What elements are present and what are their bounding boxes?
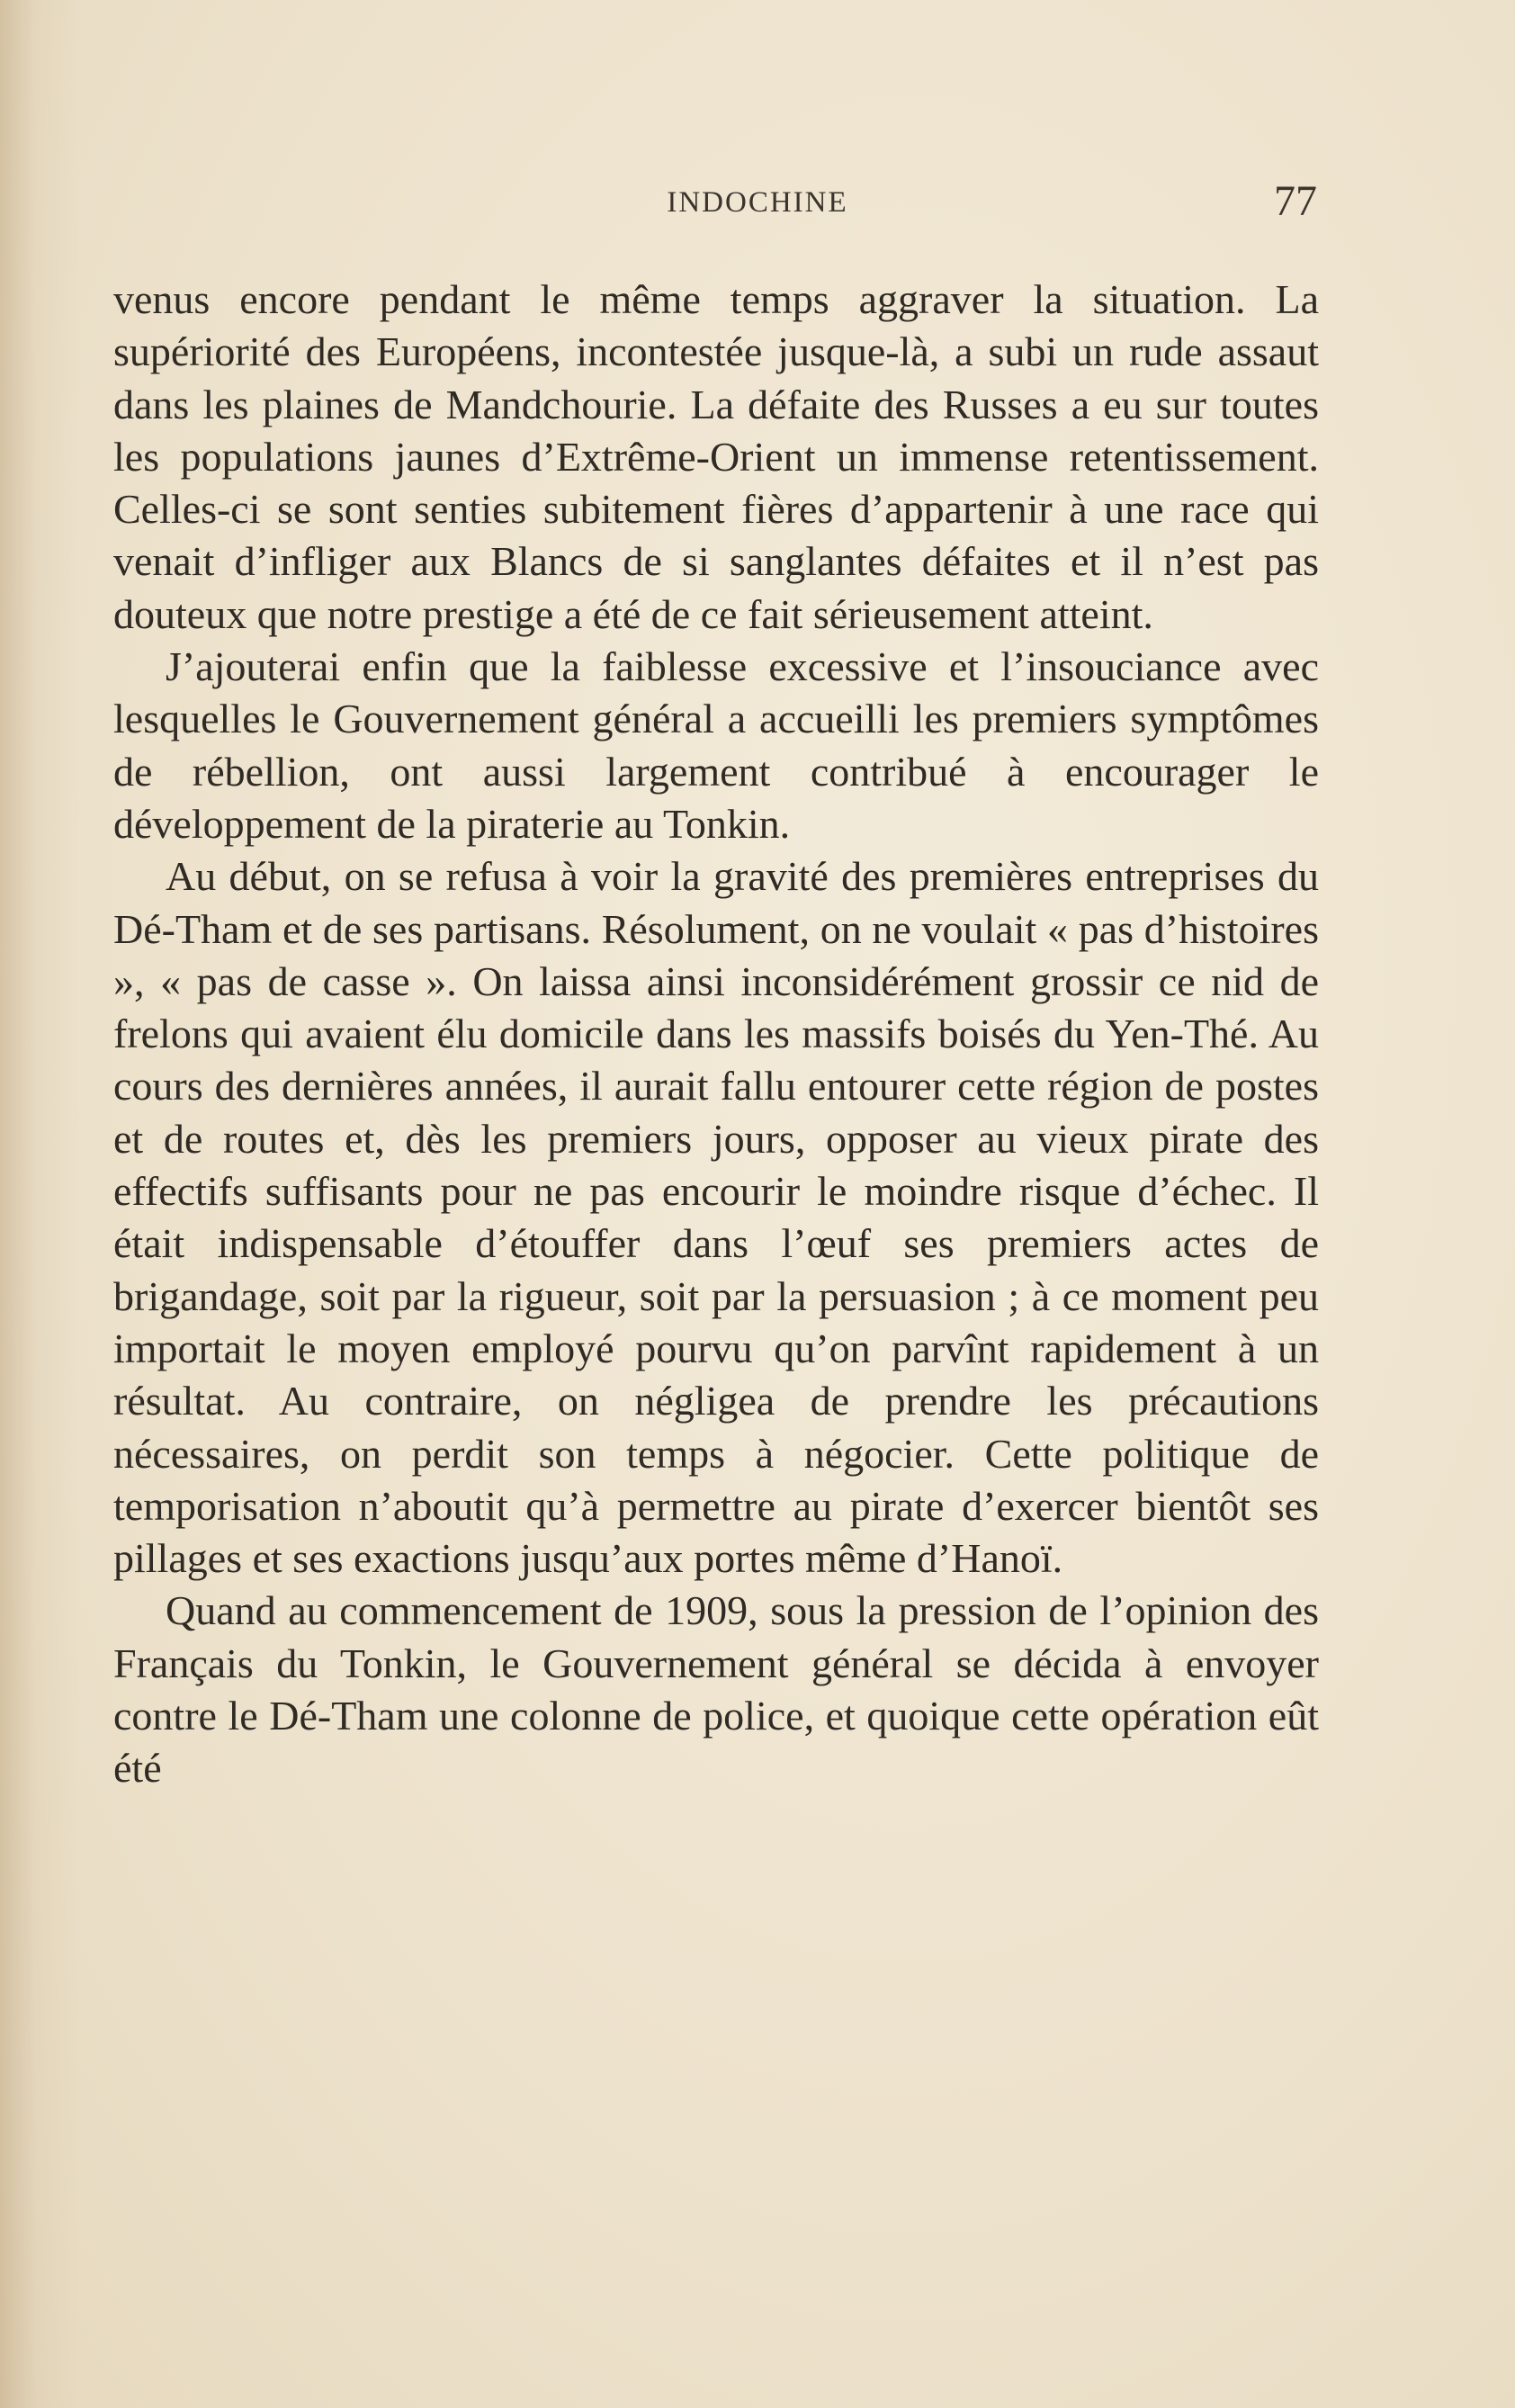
running-title: INDOCHINE <box>667 186 848 219</box>
body-text <box>113 274 1319 1795</box>
paragraph: venus encore pendant le même temps aggraver la situation. La supériorité des Européens, incontestée jusque-là, a subi un rude assaut dans les plaines de Mandchourie. La défaite des Russes a eu sur toutes les populations jaunes d’Extrême-Orient un immense retentissement. Celles-ci se sont senties subitement fières d’appartenir à une race qui venait d’infliger aux Blancs de si sanglantes défaites et il n’est pas douteux que notre prestige a été de ce fait sérieusement atteint. <box>113 276 1319 637</box>
paragraph: Quand au commencement de 1909, sous la pression de l’opinion des Français du Tonkin, le Gouvernement général se décida à envoyer contre le Dé-Tham une colonne de police, et quoique cette opération eût été <box>113 1587 1319 1792</box>
page-number: 77 <box>1274 177 1317 225</box>
paragraph: J’ajouterai enfin que la faiblesse excessive et l’insouciance avec lesquelles le Gouvernement général a accueilli les premiers symptômes de rébellion, ont aussi largement contribué à encourager le développement de la piraterie au Tonkin. <box>113 643 1319 847</box>
paragraph: Au début, on se refusa à voir la gravité des premières entreprises du Dé-Tham et de ses partisans. Résolument, on ne voulait « pas d’histoires », « pas de casse ». On laissa ainsi inconsidérément grossir ce nid de frelons qui avaient élu domicile dans les massifs boisés du Yen-Thé. Au cours des dernières années, il aurait fallu entourer cette région de postes et de routes et, dès les premiers jours, opposer au vieux pirate des effectifs suffisants pour ne pas encourir le moindre risque d’échec. Il était indispensable d’étouffer dans l’œuf ses premiers actes de brigandage, soit par la rigueur, soit par la persuasion ; à ce moment peu importait le moyen employé pourvu qu’on parvînt rapidement à un résultat. Au contraire, on négligea de prendre les précautions nécessaires, on perdit son temps à négocier. Cette politique de temporisation n’aboutit qu’à permettre au pirate d’exercer bientôt ses pillages et ses exactions jusqu’aux portes même d’Hanoï. <box>113 853 1319 1582</box>
